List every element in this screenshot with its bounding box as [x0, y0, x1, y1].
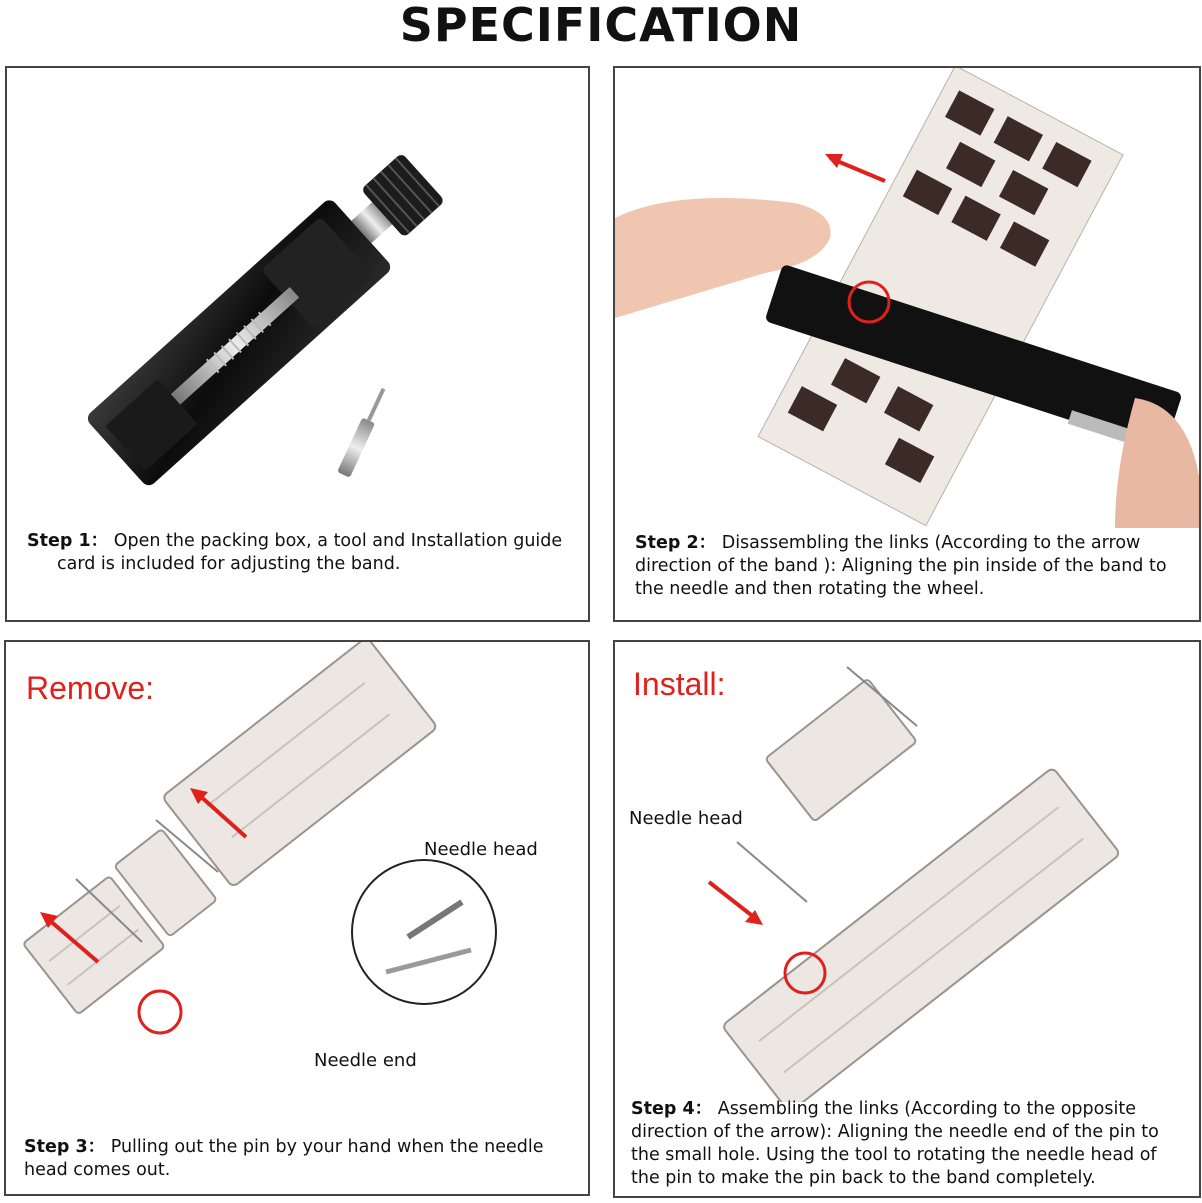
step2-sep: ： — [698, 533, 717, 553]
step2-panel — [613, 66, 1201, 622]
install-diagram — [615, 642, 1201, 1102]
step4-line2: direction of the arrow): Aligning the needle end of the pin to — [631, 1122, 1159, 1142]
step4-text — [631, 1098, 1196, 1190]
step4-sep: ： — [694, 1099, 713, 1119]
step2-line2: direction of the band ): Aligning the pin inside of the band to — [635, 556, 1167, 576]
step1-text — [27, 530, 587, 576]
step1-sep: ： — [90, 531, 109, 551]
step3-label: Step 3 — [24, 1137, 88, 1157]
step2-line1: Disassembling the links (According to the arrow — [721, 533, 1141, 553]
step3-line1: Pulling out the pin by your hand when the needle — [110, 1137, 544, 1157]
step4-panel — [613, 640, 1201, 1198]
step4-line3: the small hole. Using the tool to rotating the needle head of — [631, 1145, 1157, 1165]
step3-sep: ： — [87, 1137, 106, 1157]
step4-line1: Assembling the links (According to the opposite — [717, 1099, 1136, 1119]
step4-label: Step 4 — [631, 1099, 695, 1119]
step2-text — [635, 532, 1195, 601]
step1-label: Step 1 — [27, 531, 91, 551]
step1-line2: card is included for adjusting the band. — [57, 554, 401, 574]
remove-diagram — [6, 642, 590, 1122]
remove-heading: Remove: — [26, 670, 155, 706]
disassembly-photo — [615, 68, 1201, 528]
needle-head-label-install: Needle head — [629, 808, 743, 829]
install-heading: Install: — [633, 666, 726, 702]
step3-panel — [4, 640, 590, 1196]
step2-line3: the needle and then rotating the wheel. — [635, 579, 985, 599]
pin-remover-tool-image — [7, 68, 590, 528]
step1-panel — [5, 66, 590, 622]
step3-text — [24, 1136, 584, 1182]
page-title: SPECIFICATION — [399, 0, 803, 52]
needle-end-label: Needle end — [314, 1050, 417, 1071]
step3-line2: head comes out. — [24, 1160, 171, 1180]
step1-line1: Open the packing box, a tool and Installation guide — [113, 531, 563, 551]
needle-head-label-remove: Needle head — [424, 839, 538, 860]
step4-line4: the pin to make the pin back to the band completely. — [631, 1168, 1096, 1188]
step2-label: Step 2 — [635, 533, 699, 553]
